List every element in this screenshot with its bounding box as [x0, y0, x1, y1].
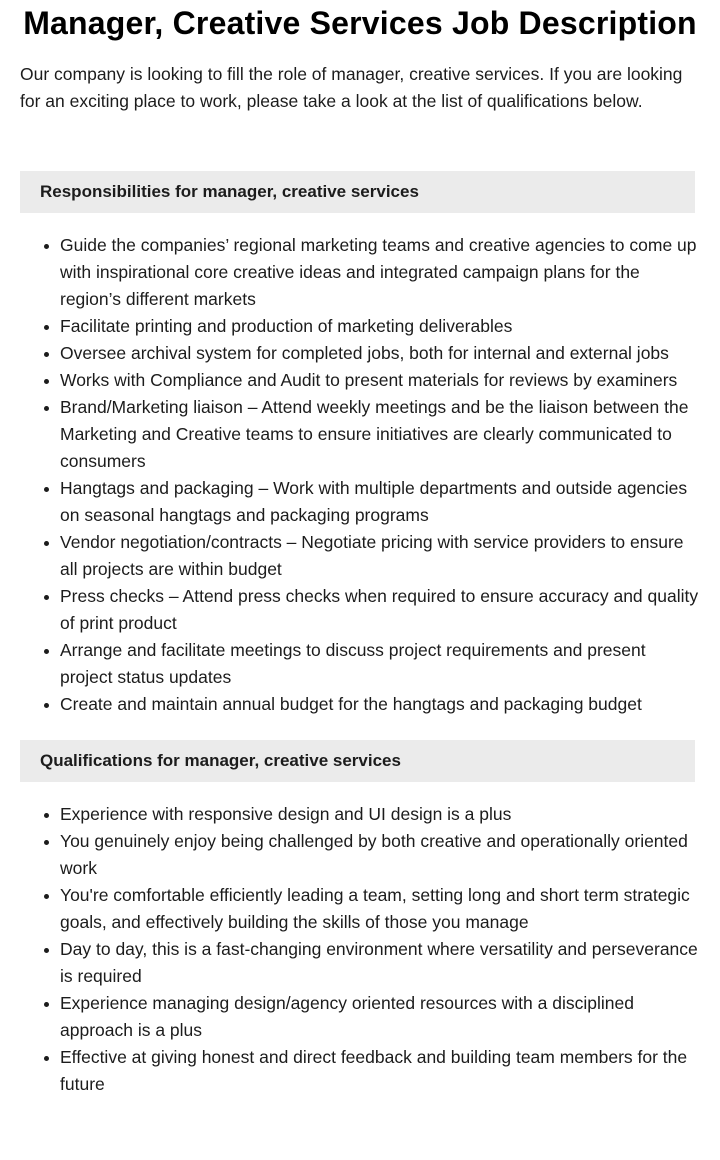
list-item [60, 828, 700, 882]
list-item-text: Hangtags and packaging – Work with multiple departments and outside agencies on seasonal hangtags and packaging programs [60, 478, 688, 525]
bullet-icon [44, 840, 49, 845]
bullet-icon [44, 894, 49, 899]
bullet-icon [44, 325, 49, 330]
list-item [60, 691, 700, 718]
list-item-text: You're comfortable efficiently leading a team, setting long and short term strategic goals, and effectively building the skills of those you manage [60, 885, 690, 932]
list-item [60, 882, 700, 936]
list-item [60, 583, 700, 637]
list-item-text: Create and maintain annual budget for the hangtags and packaging budget [60, 694, 642, 714]
list-item [60, 990, 700, 1044]
list-item-text: Experience with responsive design and UI design is a plus [60, 804, 512, 824]
responsibilities-heading: Responsibilities for manager, creative services [20, 171, 695, 213]
list-item [60, 232, 700, 313]
responsibilities-list [0, 232, 720, 718]
page-title: Manager, Creative Services Job Description [23, 5, 697, 41]
list-item-text: Effective at giving honest and direct feedback and building team members for the future [60, 1047, 688, 1094]
list-item [60, 367, 700, 394]
list-item-text: Works with Compliance and Audit to present materials for reviews by examiners [60, 370, 678, 390]
list-item [60, 394, 700, 475]
list-item-text: Vendor negotiation/contracts – Negotiate pricing with service providers to ensure all projects are within budget [60, 532, 684, 579]
list-item-text: You genuinely enjoy being challenged by both creative and operationally oriented work [60, 831, 688, 878]
list-item [60, 313, 700, 340]
bullet-icon [44, 1056, 49, 1061]
bullet-icon [44, 541, 49, 546]
list-item-text: Oversee archival system for completed jobs, both for internal and external jobs [60, 343, 669, 363]
list-item-text: Press checks – Attend press checks when required to ensure accuracy and quality of print product [60, 586, 699, 633]
list-item [60, 340, 700, 367]
list-item [60, 637, 700, 691]
qualifications-list [0, 801, 720, 1098]
list-item-text: Brand/Marketing liaison – Attend weekly meetings and be the liaison between the Marketing and Creative teams to ensure initiatives are clearly communicated to consumers [60, 397, 689, 471]
intro-paragraph: Our company is looking to fill the role of manager, creative services. If you are looking for an exciting place to work, please take a look at the list of qualifications below. [20, 64, 683, 111]
bullet-icon [44, 813, 49, 818]
list-item [60, 801, 700, 828]
bullet-icon [44, 703, 49, 708]
qualifications-heading: Qualifications for manager, creative services [20, 740, 695, 782]
bullet-icon [44, 379, 49, 384]
list-item-text: Day to day, this is a fast-changing environment where versatility and perseverance is required [60, 939, 698, 986]
list-item-text: Arrange and facilitate meetings to discuss project requirements and present project status updates [60, 640, 646, 687]
list-item-text: Guide the companies’ regional marketing teams and creative agencies to come up with inspirational core creative ideas and integrated campaign plans for the region’s different markets [60, 235, 697, 309]
list-item-text: Experience managing design/agency oriented resources with a disciplined approach is a plus [60, 993, 634, 1040]
list-item-text: Facilitate printing and production of marketing deliverables [60, 316, 513, 336]
list-item [60, 936, 700, 990]
bullet-icon [44, 1002, 49, 1007]
bullet-icon [44, 406, 49, 411]
bullet-icon [44, 948, 49, 953]
bullet-icon [44, 595, 49, 600]
list-item [60, 529, 700, 583]
list-item [60, 475, 700, 529]
bullet-icon [44, 244, 49, 249]
bullet-icon [44, 487, 49, 492]
bullet-icon [44, 352, 49, 357]
bullet-icon [44, 649, 49, 654]
list-item [60, 1044, 700, 1098]
